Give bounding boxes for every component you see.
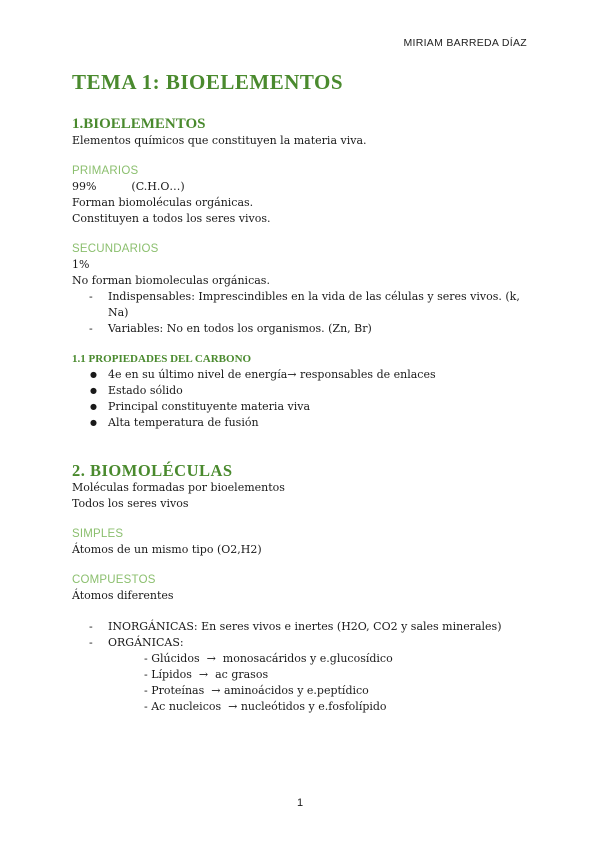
simples-text: Átomos de un mismo tipo (O2,H2) [72, 543, 262, 556]
document-body [72, 70, 542, 715]
primarios-line: Forman biomoléculas orgánicas. [72, 196, 254, 209]
page-number: 1 [296, 797, 304, 809]
secundarios-list [72, 289, 542, 337]
subheading-primarios: PRIMARIOS [72, 165, 139, 177]
list-item: - INORGÁNICAS: En seres vivos e inertes (H2O, CO2 y sales minerales) [89, 620, 502, 633]
subheading-simples: SIMPLES [72, 528, 124, 540]
list-item: - Indispensables: Imprescindibles en la vida de las células y seres vivos. (k, Na) [89, 290, 520, 319]
compuestos-list [72, 619, 542, 651]
organicas-item: - Lípidos → ac grasos [144, 668, 269, 681]
compuestos-text: Átomos diferentes [72, 589, 174, 602]
biomoleculas-line: Moléculas formadas por bioelementos [72, 481, 285, 494]
list-item: ● Alta temperatura de fusión [90, 416, 259, 429]
header-author: MIRIAM BARREDA DÍAZ [403, 37, 527, 49]
list-item: ● Principal constituyente materia viva [90, 400, 311, 413]
primarios-line: Constituyen a todos los seres vivos. [72, 212, 271, 225]
secundarios-line: 1% [72, 258, 90, 271]
list-item: ● 4e en su último nivel de energía→ responsables de enlaces [90, 368, 436, 381]
organicas-item: - Ac nucleicos → nucleótidos y e.fosfolípido [144, 700, 387, 713]
list-item: - ORGÁNICAS: [89, 636, 184, 649]
section-heading-biomoleculas: 2. BIOMOLÉCULAS [72, 461, 233, 480]
primarios-line: 99% (C.H.O…) [72, 180, 185, 193]
organicas-list [72, 651, 542, 715]
section-heading-bioelementos: 1.BIOELEMENTOS [72, 116, 206, 132]
list-item: - Variables: No en todos los organismos. (Zn, Br) [89, 322, 372, 335]
subheading-secundarios: SECUNDARIOS [72, 243, 159, 255]
subheading-compuestos: COMPUESTOS [72, 574, 156, 586]
list-item: ● Estado sólido [90, 384, 183, 397]
subsection-heading-carbono: 1.1 PROPIEDADES DEL CARBONO [72, 353, 252, 365]
section-intro: Elementos químicos que constituyen la materia viva. [72, 134, 367, 147]
document-title: TEMA 1: BIOELEMENTOS [72, 70, 344, 94]
organicas-item: - Proteínas → aminoácidos y e.peptídico [144, 684, 369, 697]
organicas-item: - Glúcidos → monosacáridos y e.glucosídico [144, 652, 393, 665]
secundarios-line: No forman biomoleculas orgánicas. [72, 274, 270, 287]
carbono-list [72, 367, 542, 431]
biomoleculas-line: Todos los seres vivos [72, 497, 189, 510]
